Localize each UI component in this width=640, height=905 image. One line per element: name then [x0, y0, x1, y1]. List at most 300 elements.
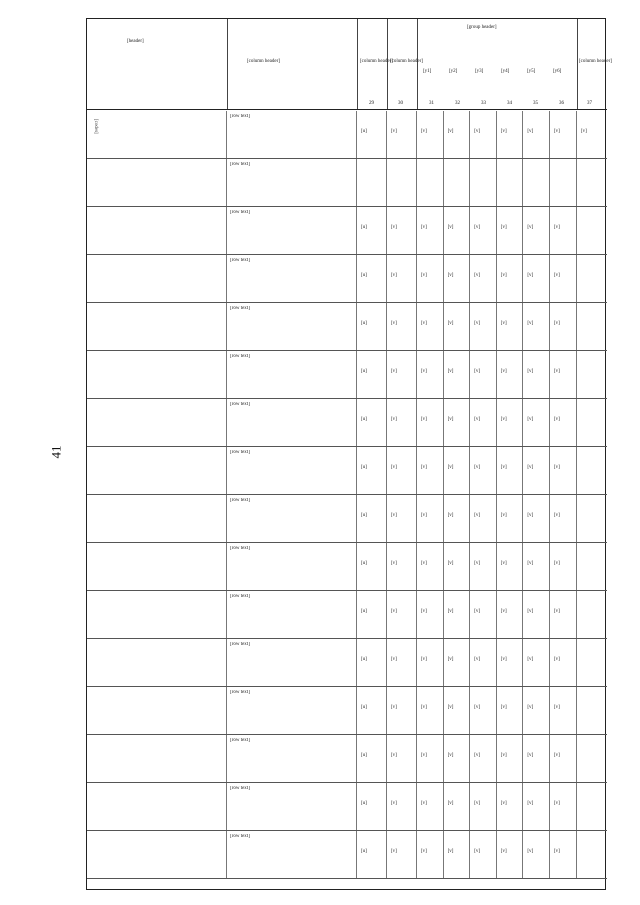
col-num-30: 30 — [398, 101, 403, 106]
row-text: [row text] — [230, 546, 250, 551]
row-year-value: [v] — [447, 561, 454, 566]
row-codes-cell — [87, 159, 227, 206]
row-year-value: [v] — [421, 561, 427, 566]
row-year-cell — [470, 207, 497, 254]
row-year-cell — [417, 735, 444, 782]
row-year-value: [v] — [421, 417, 427, 422]
row-year-value: [v] — [500, 417, 507, 422]
row-text-cell — [227, 639, 357, 686]
row-year-cell — [417, 303, 444, 350]
row-base-cell — [387, 735, 417, 782]
row-year-cell — [444, 447, 471, 494]
row-year-cell — [497, 831, 524, 878]
row-year-value: [v] — [527, 369, 534, 374]
row-year-cell — [417, 495, 444, 542]
row-text: [row text] — [230, 450, 250, 455]
row-year-cell — [470, 783, 497, 830]
row-text: [row text] — [230, 786, 250, 791]
row-year-value: [v] — [554, 273, 560, 278]
row-year-value: [v] — [421, 225, 427, 230]
row-base: [v] — [391, 705, 397, 710]
row-year-cell — [497, 495, 524, 542]
row-unit-cell — [357, 303, 387, 350]
row-year-value: [v] — [527, 513, 534, 518]
table-row — [87, 543, 607, 591]
row-year-value: [v] — [474, 513, 481, 518]
row-year-cell — [470, 351, 497, 398]
row-text: [row text] — [230, 498, 250, 503]
row-year-cell — [470, 303, 497, 350]
row-year-cell — [417, 447, 444, 494]
row-year-cell — [417, 159, 444, 206]
row-final-cell — [577, 735, 607, 782]
page-number: 41 — [48, 445, 64, 459]
row-year-value: [v] — [447, 705, 454, 710]
row-year-cell — [550, 687, 577, 734]
row-year-value: [v] — [500, 321, 507, 326]
row-year-cell — [550, 207, 577, 254]
row-unit-cell — [357, 495, 387, 542]
row-text: [row text] — [230, 402, 250, 407]
year-6: [y6] — [553, 69, 562, 74]
row-year-value: [v] — [447, 657, 454, 662]
row-unit: [u] — [361, 609, 367, 614]
row-codes-cell — [87, 351, 227, 398]
row-codes-cell — [87, 687, 227, 734]
final-header — [577, 19, 612, 109]
table-row — [87, 735, 607, 783]
row-unit-cell — [357, 399, 387, 446]
year-5: [y5] — [527, 69, 536, 74]
row-year-cell — [523, 687, 550, 734]
name-header — [227, 19, 358, 109]
row-year-value: [v] — [554, 225, 560, 230]
row-unit-cell — [357, 351, 387, 398]
row-unit-cell — [357, 447, 387, 494]
row-year-value: [v] — [447, 609, 454, 614]
row-year-value: [v] — [421, 609, 427, 614]
row-year-cell — [417, 687, 444, 734]
row-unit-cell — [357, 591, 387, 638]
row-year-value: [v] — [554, 321, 560, 326]
row-year-cell — [444, 399, 471, 446]
table-row — [87, 303, 607, 351]
row-year-value: [v] — [447, 801, 454, 806]
row-year-value: [v] — [421, 273, 427, 278]
row-year-cell — [417, 783, 444, 830]
row-year-value: [v] — [421, 513, 427, 518]
row-year-value: [v] — [500, 369, 507, 374]
row-year-cell — [444, 831, 471, 878]
row-year-cell — [444, 783, 471, 830]
row-year-value: [v] — [527, 225, 534, 230]
row-unit: [u] — [361, 753, 367, 758]
row-codes-cell — [87, 591, 227, 638]
row-year-cell — [444, 543, 471, 590]
row-year-cell — [550, 159, 577, 206]
row-year-cell — [417, 543, 444, 590]
row-year-value: [v] — [421, 369, 427, 374]
row-year-cell — [444, 159, 471, 206]
row-year-value: [v] — [474, 753, 481, 758]
row-year-value: [v] — [447, 321, 454, 326]
row-base-cell — [387, 639, 417, 686]
row-year-cell — [550, 591, 577, 638]
row-base-cell — [387, 687, 417, 734]
row-year-cell — [470, 159, 497, 206]
row-year-cell — [497, 687, 524, 734]
row-year-cell — [497, 543, 524, 590]
row-year-cell — [470, 639, 497, 686]
row-year-cell — [550, 831, 577, 878]
row-codes-cell — [87, 783, 227, 830]
row-base-cell — [387, 783, 417, 830]
row-year-value: [v] — [474, 225, 481, 230]
row-text-cell — [227, 159, 357, 206]
row-year-cell — [470, 591, 497, 638]
row-year-cell — [550, 543, 577, 590]
row-year-value: [v] — [554, 129, 560, 134]
row-unit: [u] — [361, 657, 367, 662]
year-3: [y3] — [475, 69, 484, 74]
row-unit-cell — [357, 111, 387, 158]
col-num-35: 35 — [533, 101, 538, 106]
row-final-cell — [577, 111, 607, 158]
row-year-cell — [523, 255, 550, 302]
row-year-cell — [550, 111, 577, 158]
year-1: [y1] — [423, 69, 432, 74]
row-year-cell — [523, 495, 550, 542]
row-year-cell — [523, 639, 550, 686]
row-year-cell — [550, 399, 577, 446]
row-year-value: [v] — [474, 465, 481, 470]
row-year-value: [v] — [474, 609, 481, 614]
row-final: [v] — [581, 129, 587, 134]
row-unit: [u] — [361, 801, 367, 806]
row-year-value: [v] — [421, 129, 427, 134]
col-num-37: 37 — [587, 101, 592, 106]
year-2: [y2] — [449, 69, 458, 74]
row-final-cell — [577, 399, 607, 446]
row-year-value: [v] — [527, 129, 534, 134]
row-year-cell — [497, 735, 524, 782]
col-num-31: 31 — [429, 101, 434, 106]
table-row — [87, 447, 607, 495]
row-year-value: [v] — [500, 273, 507, 278]
row-final-cell — [577, 591, 607, 638]
row-year-cell — [444, 255, 471, 302]
row-unit-cell — [357, 687, 387, 734]
row-text: [row text] — [230, 642, 250, 647]
row-unit: [u] — [361, 225, 367, 230]
table-row — [87, 207, 607, 255]
row-year-value: [v] — [500, 705, 507, 710]
row-year-value: [v] — [500, 129, 507, 134]
row-year-cell — [523, 831, 550, 878]
row-base: [v] — [391, 657, 397, 662]
row-year-value: [v] — [527, 321, 534, 326]
final-header-label: [column header] — [579, 59, 612, 64]
row-base-cell — [387, 255, 417, 302]
row-year-value: [v] — [447, 225, 454, 230]
row-unit-cell — [357, 783, 387, 830]
row-year-cell — [417, 591, 444, 638]
row-year-value: [v] — [527, 417, 534, 422]
row-final-cell — [577, 447, 607, 494]
row-year-value: [v] — [474, 273, 481, 278]
row-year-cell — [497, 255, 524, 302]
row-codes-cell — [87, 447, 227, 494]
row-text-cell — [227, 111, 357, 158]
table-row — [87, 399, 607, 447]
col-num-32: 32 — [455, 101, 460, 106]
row-unit: [u] — [361, 417, 367, 422]
row-year-cell — [417, 207, 444, 254]
row-unit-cell — [357, 543, 387, 590]
row-year-value: [v] — [474, 657, 481, 662]
row-year-value: [v] — [447, 849, 454, 854]
row-year-value: [v] — [474, 561, 481, 566]
row-final-cell — [577, 543, 607, 590]
row-year-value: [v] — [500, 609, 507, 614]
row-text: [row text] — [230, 210, 250, 215]
row-base-cell — [387, 591, 417, 638]
row-final-cell — [577, 495, 607, 542]
forecast-header — [417, 19, 578, 109]
row-year-value: [v] — [447, 129, 454, 134]
row-year-cell — [523, 399, 550, 446]
row-text: [row text] — [230, 834, 250, 839]
row-year-value: [v] — [474, 417, 481, 422]
row-year-value: [v] — [500, 561, 507, 566]
table-row — [87, 591, 607, 639]
row-text: [row text] — [230, 354, 250, 359]
row-year-value: [v] — [527, 465, 534, 470]
row-year-cell — [470, 399, 497, 446]
row-year-value: [v] — [500, 849, 507, 854]
row-year-cell — [550, 447, 577, 494]
row-base-cell — [387, 303, 417, 350]
row-year-value: [v] — [474, 705, 481, 710]
row-text-cell — [227, 687, 357, 734]
row-base: [v] — [391, 561, 397, 566]
row-text-cell — [227, 591, 357, 638]
col-num-34: 34 — [507, 101, 512, 106]
row-text-cell — [227, 447, 357, 494]
row-year-cell — [550, 495, 577, 542]
col-num-36: 36 — [559, 101, 564, 106]
table-row — [87, 495, 607, 543]
row-year-value: [v] — [447, 417, 454, 422]
row-final-cell — [577, 639, 607, 686]
row-final-cell — [577, 687, 607, 734]
row-unit: [u] — [361, 321, 367, 326]
row-codes-cell — [87, 735, 227, 782]
row-year-cell — [497, 111, 524, 158]
row-codes-cell — [87, 111, 227, 158]
row-year-value: [v] — [447, 273, 454, 278]
forecast-header-label: [group header] — [467, 25, 497, 30]
row-codes-cell — [87, 255, 227, 302]
row-base: [v] — [391, 273, 397, 278]
row-year-value: [v] — [527, 561, 534, 566]
table-row — [87, 111, 607, 159]
row-year-cell — [417, 111, 444, 158]
row-base: [v] — [391, 417, 397, 422]
row-unit: [u] — [361, 465, 367, 470]
row-year-cell — [497, 639, 524, 686]
row-year-cell — [470, 111, 497, 158]
row-year-cell — [470, 255, 497, 302]
row-year-value: [v] — [527, 801, 534, 806]
row-text: [row text] — [230, 258, 250, 263]
row-base-cell — [387, 351, 417, 398]
row-text-cell — [227, 735, 357, 782]
left-codes: [codes] — [93, 119, 98, 134]
unit-header-label: [column header] — [360, 59, 393, 64]
row-year-cell — [497, 351, 524, 398]
row-year-cell — [497, 591, 524, 638]
row-base: [v] — [391, 465, 397, 470]
row-unit: [u] — [361, 369, 367, 374]
row-year-cell — [523, 303, 550, 350]
name-header-label: [column header] — [247, 59, 280, 64]
row-year-cell — [444, 207, 471, 254]
row-year-value: [v] — [474, 369, 481, 374]
row-year-cell — [550, 639, 577, 686]
row-year-cell — [470, 495, 497, 542]
row-year-cell — [470, 447, 497, 494]
row-text-cell — [227, 783, 357, 830]
row-year-value: [v] — [421, 657, 427, 662]
row-year-cell — [550, 351, 577, 398]
row-base-cell — [387, 831, 417, 878]
row-unit: [u] — [361, 129, 367, 134]
row-year-value: [v] — [554, 417, 560, 422]
table-row — [87, 351, 607, 399]
row-year-cell — [470, 831, 497, 878]
row-year-value: [v] — [474, 129, 481, 134]
row-year-cell — [444, 495, 471, 542]
row-year-value: [v] — [554, 465, 560, 470]
row-base: [v] — [391, 321, 397, 326]
row-base: [v] — [391, 801, 397, 806]
table-row — [87, 831, 607, 879]
row-year-cell — [497, 207, 524, 254]
row-unit-cell — [357, 159, 387, 206]
row-year-cell — [550, 783, 577, 830]
row-unit: [u] — [361, 513, 367, 518]
row-year-cell — [523, 543, 550, 590]
row-year-value: [v] — [500, 801, 507, 806]
row-codes-cell — [87, 639, 227, 686]
row-year-value: [v] — [527, 753, 534, 758]
row-year-cell — [444, 735, 471, 782]
row-year-value: [v] — [527, 273, 534, 278]
row-text: [row text] — [230, 594, 250, 599]
row-year-value: [v] — [421, 465, 427, 470]
row-codes-cell — [87, 303, 227, 350]
row-base-cell — [387, 111, 417, 158]
row-year-cell — [497, 399, 524, 446]
row-year-value: [v] — [527, 657, 534, 662]
unit-header — [357, 19, 393, 109]
row-text-cell — [227, 207, 357, 254]
row-text-cell — [227, 303, 357, 350]
row-text-cell — [227, 831, 357, 878]
table-header — [87, 19, 612, 110]
row-year-cell — [470, 735, 497, 782]
row-final-cell — [577, 207, 607, 254]
year-4: [y4] — [501, 69, 510, 74]
row-year-cell — [444, 351, 471, 398]
col-num-29: 29 — [369, 101, 374, 106]
row-year-cell — [550, 255, 577, 302]
row-year-cell — [523, 591, 550, 638]
row-base: [v] — [391, 225, 397, 230]
row-final-cell — [577, 159, 607, 206]
row-year-cell — [417, 639, 444, 686]
row-year-cell — [417, 255, 444, 302]
row-unit: [u] — [361, 849, 367, 854]
row-unit-cell — [357, 639, 387, 686]
row-year-value: [v] — [554, 513, 560, 518]
row-unit: [u] — [361, 273, 367, 278]
row-year-cell — [444, 303, 471, 350]
row-year-value: [v] — [421, 321, 427, 326]
row-year-cell — [523, 351, 550, 398]
row-year-value: [v] — [474, 321, 481, 326]
row-year-cell — [550, 735, 577, 782]
row-codes-cell — [87, 207, 227, 254]
table-row — [87, 639, 607, 687]
base-header — [387, 19, 423, 109]
row-codes-cell — [87, 831, 227, 878]
row-base: [v] — [391, 513, 397, 518]
row-text-cell — [227, 255, 357, 302]
row-unit-cell — [357, 735, 387, 782]
row-base-cell — [387, 447, 417, 494]
row-year-value: [v] — [474, 849, 481, 854]
row-base: [v] — [391, 753, 397, 758]
row-year-value: [v] — [527, 705, 534, 710]
row-year-value: [v] — [474, 801, 481, 806]
row-year-cell — [523, 783, 550, 830]
row-year-cell — [523, 159, 550, 206]
row-year-cell — [470, 543, 497, 590]
row-text: [row text] — [230, 114, 250, 119]
row-base: [v] — [391, 849, 397, 854]
row-year-cell — [417, 351, 444, 398]
row-final-cell — [577, 303, 607, 350]
row-year-cell — [444, 687, 471, 734]
codes-header — [87, 19, 228, 109]
row-final-cell — [577, 831, 607, 878]
row-base-cell — [387, 495, 417, 542]
row-base: [v] — [391, 129, 397, 134]
row-year-value: [v] — [500, 513, 507, 518]
row-text: [row text] — [230, 162, 250, 167]
row-year-cell — [470, 687, 497, 734]
row-year-value: [v] — [447, 465, 454, 470]
table-row — [87, 255, 607, 303]
row-year-cell — [497, 447, 524, 494]
row-year-cell — [444, 591, 471, 638]
base-header-label: [column header] — [390, 59, 423, 64]
row-year-value: [v] — [421, 705, 427, 710]
row-year-value: [v] — [527, 849, 534, 854]
row-codes-cell — [87, 399, 227, 446]
